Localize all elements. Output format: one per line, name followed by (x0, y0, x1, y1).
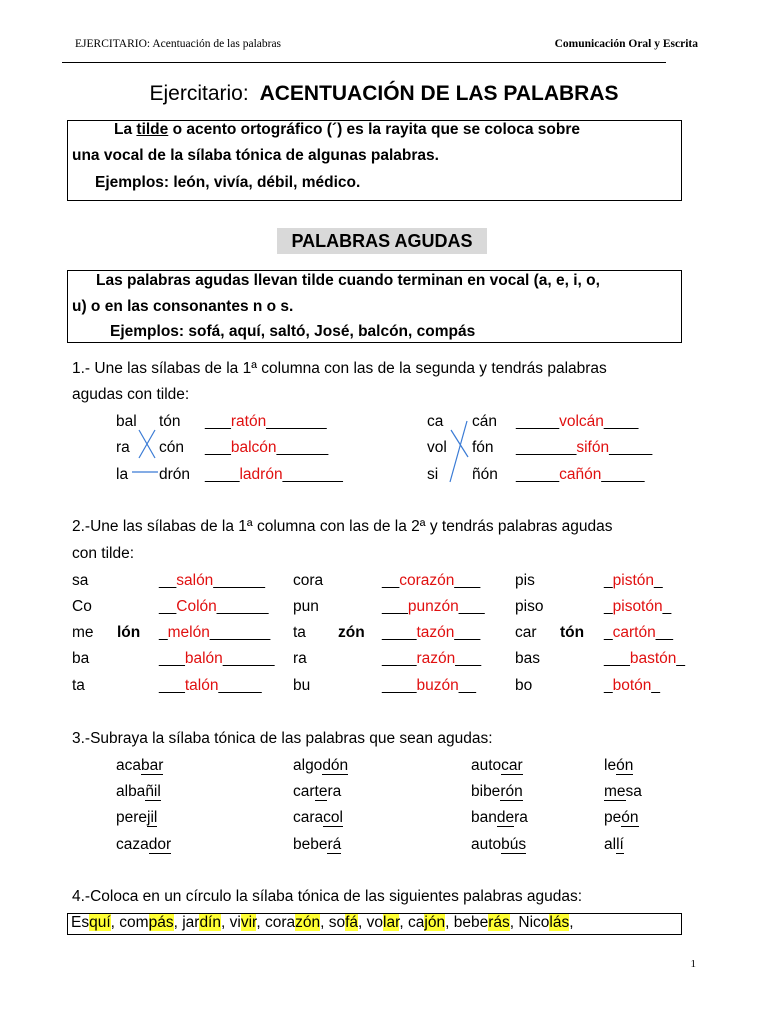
ex1-prompt-2: agudas con tilde: (72, 386, 190, 403)
tonic-syllable: fá (345, 914, 359, 931)
tonic-syllable: bús (501, 836, 527, 853)
ex2-syllable: Co (72, 598, 92, 615)
ex2-answer (159, 572, 265, 590)
separator: , (445, 914, 454, 931)
answer-word: pisotón (612, 598, 663, 615)
tonic-syllable: bar (141, 757, 164, 774)
answer-blank: _______ (282, 466, 343, 483)
answer-blank: ___ (382, 598, 408, 615)
definition-line-2: una vocal de la sílaba tónica de algunas palabras. (72, 147, 439, 164)
tonic-syllable: lar (383, 914, 400, 931)
tonic-syllable: dor (148, 836, 172, 853)
ex1-prompt-1: 1.- Une las sílabas de la 1ª columna con las de la segunda y tendrás palabras (72, 360, 607, 377)
ex3-word (293, 757, 348, 775)
ex2-syllable: ta (293, 624, 306, 641)
ex2-prompt-1: 2.-Une las sílabas de la 1ª columna con las de la 2ª y tendrás palabras agudas (72, 518, 613, 535)
answer-word: tazón (416, 624, 455, 641)
answer-blank: ______ (216, 598, 269, 615)
rule-line-1: Las palabras agudas llevan tilde cuando terminan en vocal (a, e, i, o, (96, 272, 600, 289)
word-part: sa (625, 783, 642, 800)
word-part: algo (293, 757, 323, 774)
answer-blank: __ (382, 572, 400, 589)
tonic-syllable: lás (549, 914, 570, 931)
ex3-prompt: 3.-Subraya la sílaba tónica de las palabras que sean agudas: (72, 730, 493, 747)
ex4-prompt: 4.-Coloca en un círculo la sílaba tónica de las siguientes palabras agudas: (72, 888, 583, 905)
answer-blank: _____ (516, 466, 560, 483)
ex2-syllable: me (72, 624, 94, 641)
answer-blank: ____ (382, 624, 417, 641)
answer-word: volcán (559, 413, 604, 430)
ex1-syllable-b: drón (159, 466, 191, 483)
word-part: auto (471, 836, 502, 853)
tonic-syllable: zón (295, 914, 321, 931)
ex2-syllable: pun (293, 598, 319, 615)
ex2-answer (382, 572, 480, 590)
ex2-answer (604, 677, 660, 695)
word-part: pe (604, 809, 622, 826)
answer-blank: _____ (601, 466, 645, 483)
word-part: ca (408, 914, 425, 931)
ex3-word (116, 836, 171, 854)
answer-blank: _______ (209, 624, 271, 641)
separator: , (569, 914, 574, 931)
answer-blank: ___ (159, 677, 185, 694)
answer-word: salón (176, 572, 214, 589)
ex1-syllable-a: si (427, 466, 439, 483)
separator: , (509, 914, 519, 931)
word-part: ra (514, 809, 528, 826)
word-part: caza (116, 836, 149, 853)
separator: , (173, 914, 183, 931)
word-part: jar (182, 914, 200, 931)
ex2-syllable: ra (293, 650, 307, 667)
page-number: 1 (690, 958, 696, 970)
ex2-answer (382, 677, 476, 695)
ex2-syllable: piso (515, 598, 544, 615)
title-main: ACENTUACIÓN DE LAS PALABRAS (259, 82, 619, 105)
answer-blank: _ (604, 598, 613, 615)
header-right: Comunicación Oral y Escrita (554, 38, 698, 50)
ex2-syllable: sa (72, 572, 89, 589)
answer-blank: ____ (205, 466, 240, 483)
rule-line-2: u) o en las consonantes n o s. (72, 298, 294, 315)
answer-blank: _ (654, 572, 663, 589)
ex2-answer (382, 650, 481, 668)
header-left: EJERCITARIO: Acentuación de las palabras (75, 38, 282, 50)
word-part: so (328, 914, 346, 931)
word-part: vo (366, 914, 384, 931)
section-title: PALABRAS AGUDAS (277, 228, 487, 254)
tonic-syllable: rón (500, 783, 523, 800)
ex1-syllable-b: cón (159, 439, 184, 456)
ex1-syllable-b: tón (159, 413, 181, 430)
ex3-word (116, 757, 163, 775)
answer-blank: ___ (159, 650, 185, 667)
answer-blank: __ (159, 598, 177, 615)
answer-blank: ___ (454, 624, 481, 641)
ex2-syllable: car (515, 624, 537, 641)
word-part: Nico (518, 914, 550, 931)
ex1-syllable-a: ca (427, 413, 444, 430)
answer-word: ratón (230, 413, 267, 430)
tonic-syllable: ón (616, 757, 634, 774)
ex2-prompt-2: con tilde: (72, 545, 135, 562)
ex3-word (471, 783, 523, 801)
ex2-syllable: cora (293, 572, 324, 589)
tonic-syllable: quí (89, 914, 111, 931)
answer-blank: ______ (276, 439, 329, 456)
answer-word: pistón (612, 572, 654, 589)
answer-blank: ____ (382, 650, 417, 667)
answer-blank: ___ (455, 650, 482, 667)
ex1-syllable-b: fón (472, 439, 494, 456)
ex2-answer (604, 650, 685, 668)
ex3-word (293, 836, 341, 854)
ex3-word (116, 809, 157, 827)
answer-word: balón (184, 650, 223, 667)
match-line-vol-ñón (451, 430, 468, 457)
answer-blank: ______ (222, 650, 275, 667)
answer-blank: __ (458, 677, 476, 694)
answer-blank: ___ (205, 413, 231, 430)
word-part: bebe (453, 914, 489, 931)
definition-line-1: La tilde o acento ortográfico (´) es la rayita que se coloca sobre (114, 121, 581, 138)
ex2-ending: tón (560, 624, 585, 641)
ex3-word (293, 809, 343, 827)
tonic-syllable: ñil (145, 783, 161, 800)
answer-blank: _______ (266, 413, 327, 430)
ex2-answer (159, 650, 275, 668)
word-part: ra (327, 783, 342, 800)
answer-blank: ____ (382, 677, 417, 694)
word-part: auto (471, 757, 502, 774)
tonic-syllable: car (501, 757, 523, 774)
word-part: ban (471, 809, 497, 826)
answer-blank: _ (604, 677, 613, 694)
rule-line-3: Ejemplos: sofá, aquí, saltó, José, balcón, compás (110, 323, 476, 340)
word-part: cora (264, 914, 296, 931)
word-part: Es (71, 914, 90, 931)
ex2-answer (159, 624, 270, 642)
tonic-syllable: pás (148, 914, 174, 931)
tonic-syllable: vir (240, 914, 257, 931)
answer-blank: ____ (603, 413, 639, 430)
answer-blank: _____ (218, 677, 262, 694)
separator: , (358, 914, 367, 931)
answer-word: buzón (416, 677, 459, 694)
ex3-word (604, 757, 633, 775)
ex3-word (293, 783, 341, 801)
ex1-syllable-b: cán (472, 413, 497, 430)
tonic-syllable: de (496, 809, 515, 826)
ex2-answer (604, 624, 673, 642)
separator: , (399, 914, 409, 931)
tonic-syllable: jil (147, 809, 158, 826)
answer-blank: _ (159, 624, 168, 641)
word-part: bebe (293, 836, 328, 853)
answer-word: balcón (230, 439, 277, 456)
ex1-syllable-a: ra (116, 439, 130, 456)
ex2-answer (604, 598, 671, 616)
separator: , (110, 914, 120, 931)
word-part: le (604, 757, 617, 774)
ex2-syllable: bas (515, 650, 540, 667)
tonic-syllable: lí (616, 836, 624, 853)
answer-word: corazón (399, 572, 455, 589)
word-part: al (604, 836, 617, 853)
ex2-answer (159, 677, 262, 695)
tonic-syllable: te (314, 783, 328, 800)
word-part: com (119, 914, 149, 931)
answer-word: talón (184, 677, 219, 694)
ex1-syllable-b: ñón (472, 466, 498, 483)
ex2-syllable: bu (293, 677, 311, 694)
tilde-word: tilde (136, 121, 169, 138)
word-part: aca (116, 757, 141, 774)
ex3-word (471, 836, 526, 854)
answer-word: sifón (576, 439, 610, 456)
answer-word: punzón (407, 598, 459, 615)
answer-blank: ___ (604, 650, 630, 667)
answer-blank: _ (604, 624, 613, 641)
ex1-syllable-a: bal (116, 413, 137, 430)
ex2-ending: zón (338, 624, 365, 641)
answer-blank: _ (662, 598, 672, 615)
word-part: bibe (471, 783, 501, 800)
answer-word: melón (167, 624, 210, 641)
ex2-answer (604, 572, 663, 590)
ex2-syllable: ba (72, 650, 90, 667)
answer-blank: _ (604, 572, 613, 589)
separator: , (256, 914, 265, 931)
definition-line-3: Ejemplos: león, vivía, débil, médico. (95, 174, 361, 191)
word-part: alba (116, 783, 146, 800)
answer-word: cañón (559, 466, 602, 483)
answer-word: Colón (176, 598, 217, 615)
answer-word: botón (612, 677, 652, 694)
tonic-syllable: rás (488, 914, 510, 931)
ex4-words (71, 914, 574, 932)
answer-word: ladrón (239, 466, 283, 483)
answer-blank: ___ (458, 598, 485, 615)
ex2-answer (382, 624, 480, 642)
word-part: pere (116, 809, 148, 826)
word-part: vi (229, 914, 241, 931)
title-prefix: Ejercitario: (149, 82, 249, 105)
answer-word: cartón (612, 624, 656, 641)
tonic-syllable: dón (322, 757, 349, 774)
ex2-syllable: bo (515, 677, 533, 694)
answer-blank: __ (159, 572, 177, 589)
tonic-syllable: rá (327, 836, 342, 853)
answer-word: bastón (629, 650, 677, 667)
answer-blank: ______ (213, 572, 266, 589)
word-part: cara (293, 809, 324, 826)
separator: , (221, 914, 230, 931)
tonic-syllable: jón (424, 914, 446, 931)
ex1-syllable-a: la (116, 466, 129, 483)
ex2-syllable: pis (515, 572, 535, 589)
ex3-word (471, 809, 528, 827)
answer-blank: _ (676, 650, 686, 667)
answer-blank: ___ (454, 572, 481, 589)
ex2-answer (159, 598, 268, 616)
ex2-syllable: ta (72, 677, 85, 694)
answer-blank: _____ (516, 413, 560, 430)
tonic-syllable: me (604, 783, 626, 800)
ex3-word (604, 836, 624, 854)
answer-blank: _____ (609, 439, 653, 456)
tonic-syllable: col (323, 809, 343, 826)
ex3-word (471, 757, 523, 775)
answer-blank: _ (651, 677, 661, 694)
tonic-syllable: dín (199, 914, 221, 931)
ex3-word (604, 783, 642, 801)
ex1-syllable-a: vol (427, 439, 447, 456)
separator: , (320, 914, 329, 931)
answer-word: razón (416, 650, 456, 667)
answer-blank: _______ (516, 439, 577, 456)
ex3-word (116, 783, 161, 801)
ex2-answer (382, 598, 485, 616)
word-part: car (293, 783, 315, 800)
answer-blank: __ (655, 624, 673, 641)
tonic-syllable: ón (621, 809, 639, 826)
ex2-ending: lón (117, 624, 141, 641)
ex3-word (604, 809, 639, 827)
answer-blank: ___ (205, 439, 231, 456)
